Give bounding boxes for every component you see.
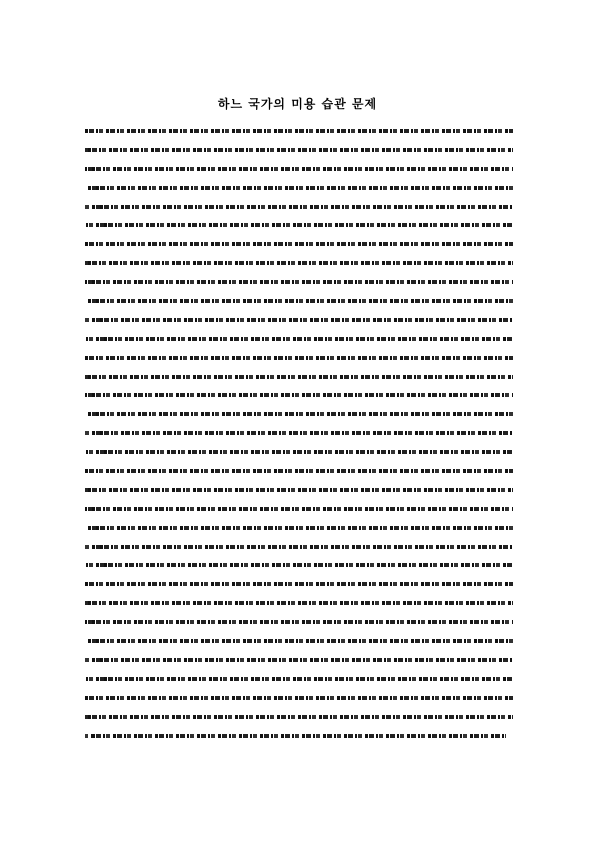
body-text-line <box>85 412 513 416</box>
body-text-line <box>85 601 513 605</box>
document-body <box>85 129 513 752</box>
body-text-line <box>85 337 513 341</box>
body-text-line <box>85 658 513 662</box>
body-text-line <box>85 299 513 303</box>
body-text-line <box>85 582 513 586</box>
body-text-line <box>85 356 513 360</box>
body-text-line <box>85 205 513 209</box>
body-text-line <box>85 393 513 397</box>
body-text-line <box>85 148 513 152</box>
body-text-line <box>85 129 513 133</box>
body-text-line <box>85 545 513 549</box>
body-text-line <box>85 469 513 473</box>
body-text-line <box>85 563 513 567</box>
body-text-line <box>85 639 513 643</box>
body-text-line <box>85 620 513 624</box>
body-text-line <box>85 450 513 454</box>
body-text-line <box>85 696 513 700</box>
body-text-line <box>85 507 513 511</box>
body-text-line <box>85 375 513 379</box>
body-text-line <box>85 242 513 246</box>
body-text-line <box>85 488 513 492</box>
body-text-line <box>85 186 513 190</box>
body-text-line <box>85 431 513 435</box>
document-title: 하느 국가의 미용 습관 문제 <box>217 97 378 111</box>
body-text-line <box>85 526 513 530</box>
body-text-line <box>85 223 513 227</box>
body-text-line <box>85 715 513 719</box>
body-text-line <box>85 734 506 738</box>
body-text-line <box>85 280 513 284</box>
body-text-line <box>85 167 513 171</box>
body-text-line <box>85 677 513 681</box>
body-text-line <box>85 261 513 265</box>
body-text-line <box>85 318 513 322</box>
